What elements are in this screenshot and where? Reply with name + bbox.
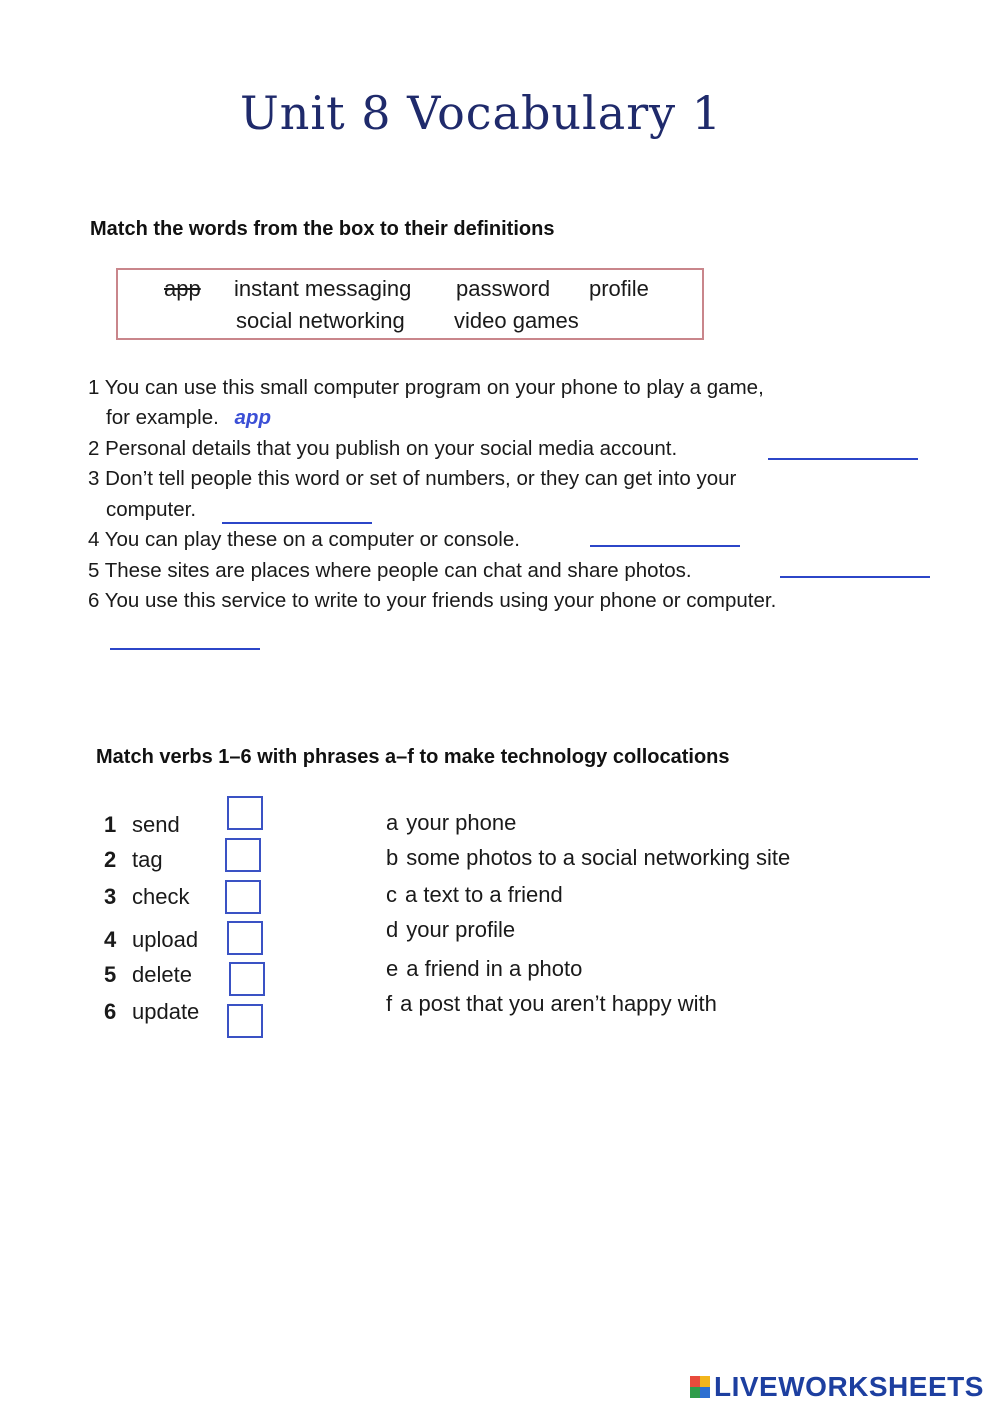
question-2-text: 2 Personal details that you publish on your social media account. (88, 437, 678, 460)
question-4-answer-blank[interactable] (590, 545, 740, 547)
question-3-answer-blank[interactable] (222, 522, 372, 524)
phrase-item-e: e a friend in a photo (386, 956, 583, 981)
verb-item-2: 2 tag (104, 847, 163, 872)
phrase-item-a: a your phone (386, 810, 517, 835)
word-box-item: password (456, 276, 551, 301)
exercise2-heading: Match verbs 1–6 with phrases a–f to make technology collocations (96, 746, 730, 768)
verb-6-answer-box[interactable] (227, 1004, 263, 1038)
question-4-text: 4 You can play these on a computer or console. (88, 528, 520, 551)
verb-1-answer-box[interactable] (227, 796, 263, 830)
verb-5-answer-box[interactable] (229, 962, 265, 996)
question-6-text: 6 You use this service to write to your friends using your phone or computer. (88, 589, 777, 612)
question-1-text: 1 You can use this small computer program on your phone to play a game, (88, 376, 764, 399)
word-box-item: video games (454, 308, 579, 333)
phrase-item-d: d your profile (386, 917, 516, 942)
word-box (116, 268, 704, 340)
verb-item-1: 1 send (104, 812, 180, 837)
question-5-text: 5 These sites are places where people can chat and share photos. (88, 559, 692, 582)
verb-item-5: 5 delete (104, 962, 192, 987)
question-1-text-cont (106, 406, 271, 430)
liveworksheets-logo-icon (690, 1376, 710, 1398)
logo-text: LIVEWORKSHEETS (714, 1371, 984, 1402)
question-3-text: 3 Don’t tell people this word or set of numbers, or they can get into your (88, 467, 737, 490)
verb-item-3: 3 check (104, 884, 190, 909)
word-box-item: app (164, 276, 201, 301)
question-1-line2: for example. (106, 406, 219, 429)
phrase-item-b: b some photos to a social networking site (386, 845, 791, 870)
question-1-answer[interactable]: app (234, 406, 271, 429)
verb-item-4: 4 upload (104, 927, 199, 952)
verb-3-answer-box[interactable] (225, 880, 261, 914)
verb-item-6: 6 update (104, 999, 200, 1024)
word-box-item: profile (589, 276, 649, 301)
question-6-answer-blank[interactable] (110, 648, 260, 650)
verb-4-answer-box[interactable] (227, 921, 263, 955)
phrase-item-f: f a post that you aren’t happy with (386, 991, 717, 1016)
question-3-line2: computer. (106, 498, 197, 521)
word-box-item: social networking (236, 308, 405, 333)
question-2-answer-blank[interactable] (768, 458, 918, 460)
verb-2-answer-box[interactable] (225, 838, 261, 872)
page-title: Unit 8 Vocabulary 1 (240, 86, 723, 140)
question-5-answer-blank[interactable] (780, 576, 930, 578)
phrase-item-c: c a text to a friend (386, 882, 563, 907)
exercise1-heading: Match the words from the box to their definitions (90, 218, 555, 240)
liveworksheets-logo[interactable] (690, 1372, 984, 1402)
word-box-item: instant messaging (234, 276, 412, 301)
